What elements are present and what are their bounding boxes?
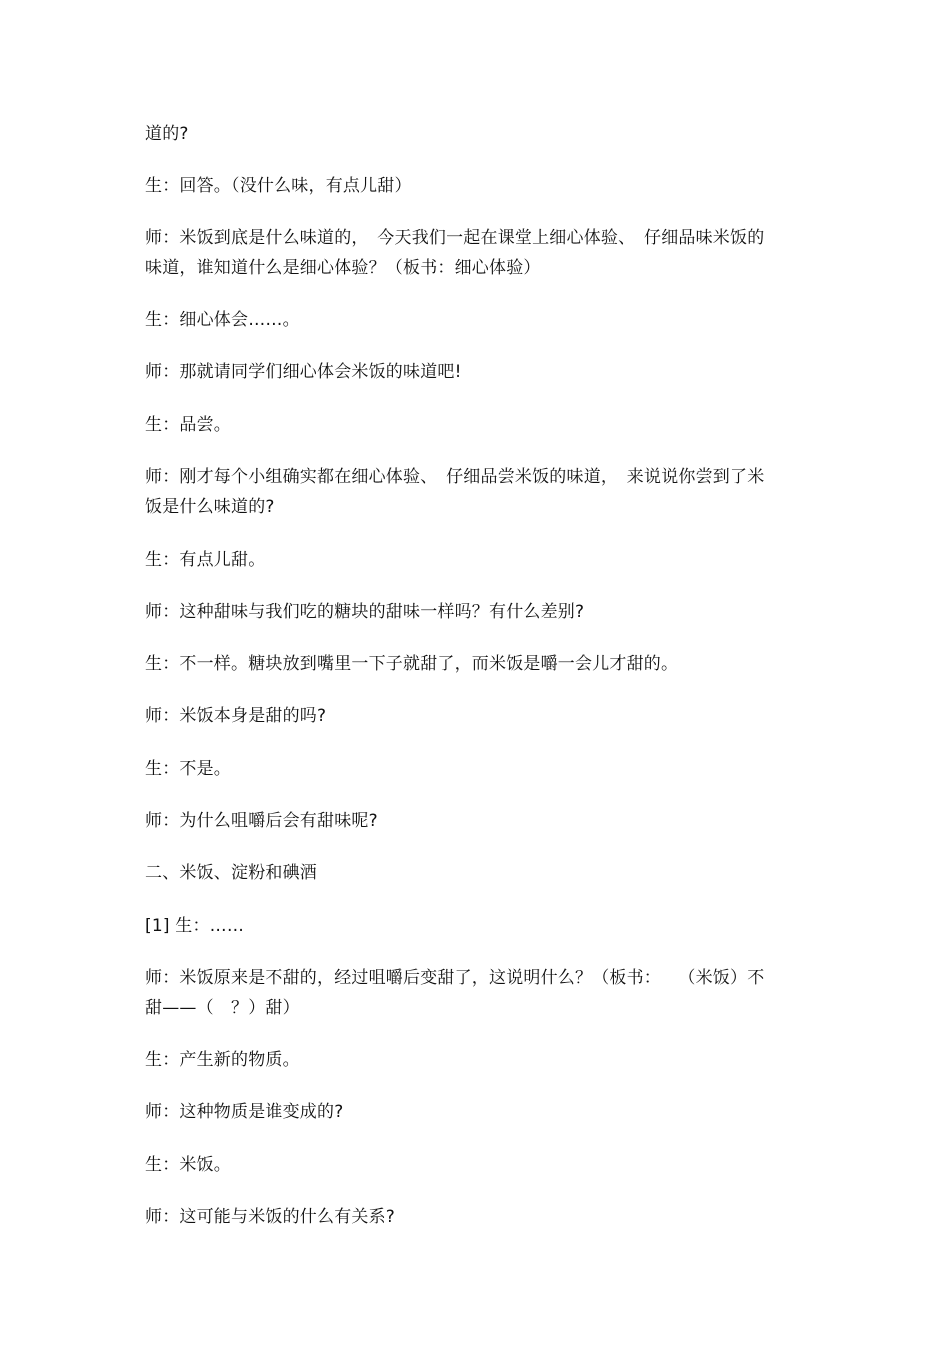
text-line: [1] 生：…… bbox=[145, 916, 245, 936]
text-line: 师：这种甜味与我们吃的糖块的甜味一样吗？有什么差别? bbox=[145, 602, 585, 622]
text-line: 饭是什么味道的? bbox=[145, 497, 275, 517]
text-line: 味道，谁知道什么是细心体验？（板书：细心体验） bbox=[145, 258, 541, 278]
text-line: 师：为什么咀嚼后会有甜味呢? bbox=[145, 811, 378, 831]
text-line: 道的? bbox=[145, 124, 189, 144]
text-line: 师：米饭本身是甜的吗? bbox=[145, 706, 327, 726]
text-line: 甜——（ ？）甜） bbox=[145, 998, 300, 1018]
text-line: 师：这种物质是谁变成的? bbox=[145, 1102, 344, 1122]
text-line: 生：有点儿甜。 bbox=[145, 550, 266, 570]
text-line: 生：细心体会……。 bbox=[145, 310, 300, 330]
text-line: 生：不一样。糖块放到嘴里一下子就甜了，而米饭是嚼一会儿才甜的。 bbox=[145, 654, 679, 674]
text-line: 师：米饭到底是什么味道的， 今天我们一起在课堂上细心体验、 仔细品味米饭的 bbox=[145, 228, 765, 248]
text-line: 师：那就请同学们细心体会米饭的味道吧! bbox=[145, 362, 462, 382]
section-heading: 二、米饭、淀粉和碘酒 bbox=[145, 863, 317, 883]
text-line: 生：不是。 bbox=[145, 759, 231, 779]
text-line: 师：米饭原来是不甜的，经过咀嚼后变甜了，这说明什么？（板书： （米饭）不 bbox=[145, 968, 765, 988]
text-line: 生：回答。（没什么味，有点儿甜） bbox=[145, 176, 412, 196]
text-line: 生：产生新的物质。 bbox=[145, 1050, 300, 1070]
text-line: 师：这可能与米饭的什么有关系? bbox=[145, 1207, 396, 1227]
text-line: 生：品尝。 bbox=[145, 415, 231, 435]
text-line: 师：刚才每个小组确实都在细心体验、 仔细品尝米饭的味道， 来说说你尝到了米 bbox=[145, 467, 765, 487]
text-line: 生：米饭。 bbox=[145, 1155, 231, 1175]
